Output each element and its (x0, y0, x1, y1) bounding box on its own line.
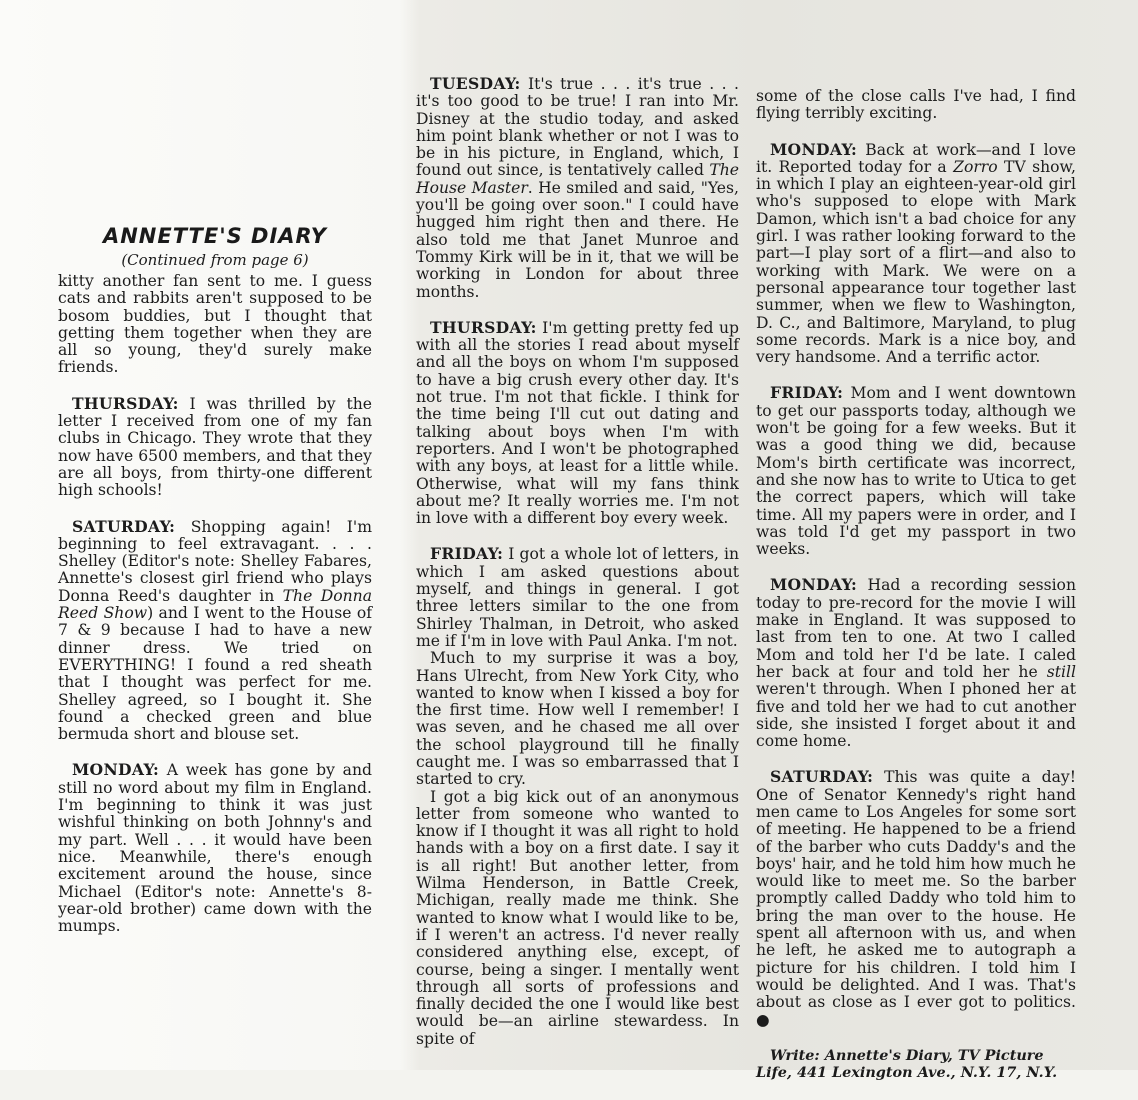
entry-saturday: SATURDAY: Shopping again! I'm beginning to feel extravagant. . . . Shelley (Editor's note: Shelley Fabares, Annette's closest girl friend who plays Donna Reed's daughter in The Donna Reed Show) and I went to the House of 7 & 9 because I had to have a new dinner dress. We tried on EVERYTHING! I found a red sheath that I thought was perfect for me. Shelley agreed, so I bought it. She found a checked green and blue bermuda short and blouse set. (58, 516, 372, 744)
entry-monday: MONDAY: Back at work—and I love it. Reported today for a Zorro TV show, in which I play an eighteen-year-old girl who's supposed to elope with Mark Damon, which isn't a bad choice for any girl. I was rather looking forward to the part—I play sort of a flirt—and also to working with Mark. We were on a personal appearance tour together last summer, when we flew to Washington, D. C., and Baltimore, Maryland, to plug some records. Mark is a nice boy, and very handsome. And a terrific actor. (756, 139, 1076, 367)
show-title: Zorro (953, 157, 998, 176)
day-label: THURSDAY: (72, 393, 179, 413)
day-label: THURSDAY: (430, 317, 537, 337)
day-label: MONDAY: (72, 760, 160, 780)
article-header (58, 224, 372, 269)
column-1 (58, 273, 372, 953)
entry-friday: FRIDAY: Mom and I went downtown to get our passports today, although we won't be going for a few weeks. But it was a good thing we did, because Mom's birth certificate was incorrect, and she now has to write to Utica to get the correct papers, which will take time. All my papers were in order, and I was told I'd get my passport in two weeks. (756, 383, 1076, 559)
day-label: SATURDAY: (72, 516, 176, 536)
paragraph-letters: I got a big kick out of an anonymous letter from someone who wanted to know if I thought it was all right to hold hands with a boy on a first date. I say it is all right! But another letter, from Wilma Henderson, in Battle Creek, Michigan, really made me think. She wanted to know what I would like to be, if I weren't an actress. I'd never really considered anything else, except, of course, being a singer. I mentally went through all sorts of professions and finally decided the one I would like best would be—an airline stewardess. In spite of (416, 787, 739, 1048)
entry-thursday: THURSDAY: I was thrilled by the letter I received from one of my fan clubs in Chicago. They wrote that they now have 6500 members, and that they are all boys, from thirty-one different high schools! (58, 393, 372, 500)
column-2 (416, 75, 739, 1048)
article-title: ANNETTE'S DIARY (102, 224, 328, 248)
film-title: The House Master (416, 161, 739, 197)
continued-note: (Continued from page 6) (121, 251, 309, 269)
write-address: Write: Annette's Diary, TV Picture Life, 441 Lexington Ave., N.Y. 17, N.Y. (756, 1046, 1058, 1082)
entry-tuesday: TUESDAY: It's true . . . it's true . . . it's too good to be true! I ran into Mr. Disney at the studio today, and asked him point blank whether or not I was to be in his picture, in England, which, I found out since, is tentatively called The House Master. He smiled and said, "Yes, you'll be going over soon." I could have hugged him right then and there. He also told me that Janet Munroe and Tommy Kirk will be in it, that we will be working in London for about three months. (416, 74, 739, 301)
column-3 (756, 88, 1076, 1100)
day-label: FRIDAY: (430, 544, 504, 564)
entry-friday: FRIDAY: I got a whole lot of letters, in which I am asked questions about myself, and things in general. I got three letters similar to the one from Shirley Thalman, in Detroit, who asked me if I'm in love with Paul Anka. I'm not. (416, 544, 739, 650)
paragraph-kiss: Much to my surprise it was a boy, Hans Ulrecht, from New York City, who wanted to know when I kissed a boy for the first time. How well I remember! I was seven, and he chased me all over the school playground till he finally caught me. I was so embarrassed that I started to cry. (416, 649, 739, 789)
day-label: TUESDAY: (430, 74, 521, 93)
show-title: The Donna Reed Show (58, 586, 372, 623)
entry-monday-recording: MONDAY: Had a recording session today to pre-record for the movie I will make in England. It was supposed to last from ten to one. At two I called Mom and told her I'd be late. I caled her back at four and told her he still weren't through. When I phoned her at five and told her we had to cut another side, she insisted I forget about it and come home. (756, 575, 1076, 751)
entry-monday: MONDAY: A week has gone by and still no word about my film in England. I'm beginning to think it was just wishful thinking on both Johnny's and my part. Well . . . it would have been nice. Meanwhile, there's enough excitement around the house, since Michael (Editor's note: Annette's 8-year-old brother) came down with the mumps. (58, 760, 372, 936)
entry-thursday: THURSDAY: I'm getting pretty fed up with all the stories I read about myself and all the boys on whom I'm supposed to have a big crush every other day. It's not true. I'm not that fickle. I think for the time being I'll cut out dating and talking about boys when I'm with reporters. And I won't be photographed with any boys, at least for a little while. Otherwise, what will my fans think about me? It really worries me. I'm not in love with a different boy every week. (416, 317, 739, 528)
day-label: MONDAY: (770, 575, 858, 595)
day-label: FRIDAY: (770, 383, 844, 403)
emphasis-still: still (1046, 662, 1076, 681)
paragraph-flying: some of the close calls I've had, I find flying terribly exciting. (756, 87, 1076, 123)
day-label: SATURDAY: (770, 767, 874, 787)
day-label: MONDAY: (770, 139, 858, 159)
paragraph-kitty: kitty another fan sent to me. I guess cats and rabbits aren't supposed to be bosom buddies, but I thought that getting them together when they are all so young, they'd surely make friends. (58, 272, 372, 377)
entry-saturday: SATURDAY: This was quite a day! One of Senator Kennedy's right hand men came to Los Angeles for some sort of meeting. He happened to be a friend of the barber who cuts Daddy's and the boys' hair, and he told him how much he would like to meet me. So the barber promptly called Daddy who told him to bring the man over to the house. He spent all afternoon with us, and when he left, he asked me to autograph a picture for his children. I told him I would be delighted. And I was. That's about as close as I ever got to politics. ● (756, 767, 1076, 1029)
